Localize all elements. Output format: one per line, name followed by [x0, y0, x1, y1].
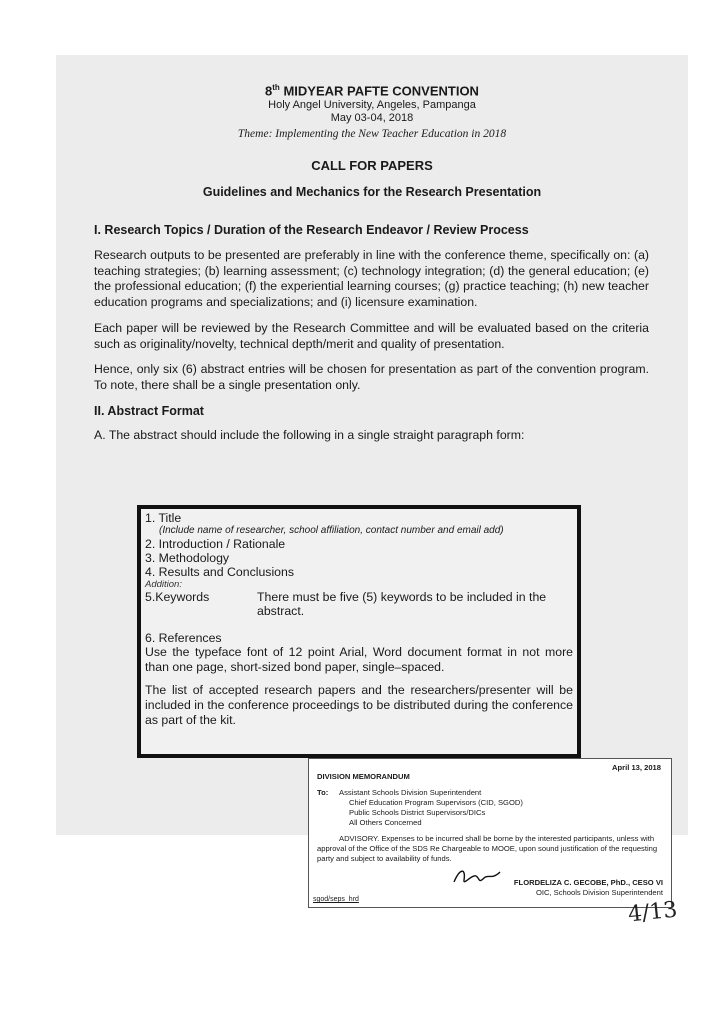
convention-theme: Theme: Implementing the New Teacher Education in 2018 [237, 128, 507, 141]
section-1-heading: I. Research Topics / Duration of the Research Endeavor / Review Process [94, 223, 529, 237]
box-item-methodology: 3. Methodology [145, 551, 230, 565]
memo-signatory-position: OIC, Schools Division Superintendent [535, 888, 663, 897]
call-for-papers-title: CALL FOR PAPERS [311, 158, 433, 174]
memo-recipient: Assistant Schools Division Superintendent [339, 788, 482, 797]
section-2-heading: II. Abstract Format [94, 403, 204, 418]
memo-signatory: FLORDELIZA C. GECOBE, PhD., CESO VI [513, 878, 663, 887]
memo-recipient: Public Schools District Supervisors/DICs [349, 808, 486, 817]
memo-heading: DIVISION MEMORANDUM [317, 772, 410, 781]
convention-header [56, 80, 688, 200]
memo-recipient-list [339, 788, 523, 828]
box-addition-label: Addition: [145, 579, 182, 590]
memo-recipient: Chief Education Program Supervisors (CID, SGOD) [349, 798, 523, 807]
box-item-references: 6. References [145, 631, 222, 645]
selection-paragraph: Hence, only six (6) abstract entries will be chosen for presentation as part of the convention program. To note, there shall be a single presentation only. [94, 362, 649, 392]
handwritten-date-note: 4/13 [626, 897, 679, 928]
review-paragraph: Each paper will be reviewed by the Research Committee and will be evaluated based on the criteria such as originality/novelty, technical depth/merit and quality of presentation. [94, 320, 649, 351]
keywords-text: There must be five (5) keywords to be included in the abstract. [257, 590, 547, 618]
box-item-results: 4. Results and Conclusions [145, 565, 295, 579]
document-body [94, 222, 649, 443]
memo-office-code: sgod/seps_hrd [313, 896, 359, 903]
memo-advisory: ADVISORY. Expenses to be incurred shall be borne by the interested participants, unless with approval of the Office of the SDS Re Chargeable to MOOE, upon sound justification of the requesting party and subject to availability of funds. [317, 834, 658, 863]
abstract-intro: A. The abstract should include the following in a single straight paragraph form: [94, 427, 525, 442]
memo-to-label: To: [317, 788, 329, 797]
convention-date: May 03-04, 2018 [330, 112, 414, 125]
memo-recipient: All Others Concerned [349, 818, 422, 827]
box-item-keywords [145, 590, 573, 618]
box-item-title: 1. Title [145, 511, 182, 525]
signature-scribble [452, 866, 502, 888]
box-item-title-note: (Include name of researcher, school affiliation, contact number and email add) [159, 525, 504, 536]
convention-title: 8th MIDYEAR PAFTE CONVENTION [265, 83, 479, 99]
keywords-label: 5.Keywords [145, 590, 210, 604]
memo-date: April 13, 2018 [612, 763, 661, 772]
memo-recipients [317, 788, 663, 828]
box-item-introduction: 2. Introduction / Rationale [145, 537, 286, 551]
box-proceedings-note: The list of accepted research papers and the researchers/presenter will be included in the conference proceedings to be distributed during the conference as part of the kit. [145, 683, 573, 727]
guidelines-title: Guidelines and Mechanics for the Research Presentation [202, 185, 542, 200]
abstract-format-box [137, 505, 581, 758]
venue: Holy Angel University, Angeles, Pampanga [268, 99, 476, 112]
box-format-instructions: Use the typeface font of 12 point Arial, Word document format in not more than one page, short-sized bond paper, single–spaced. [145, 645, 573, 674]
topics-paragraph: Research outputs to be presented are preferably in line with the conference theme, specifically on: (a) teaching strategies; (b) learning assessment; (c) technology integration; (d) the general education; (e) the professional education; (f) the experiential learning courses; (g) practice teaching; (h) new teacher education programs and specializations; and (i) licensure examination. [94, 248, 649, 310]
